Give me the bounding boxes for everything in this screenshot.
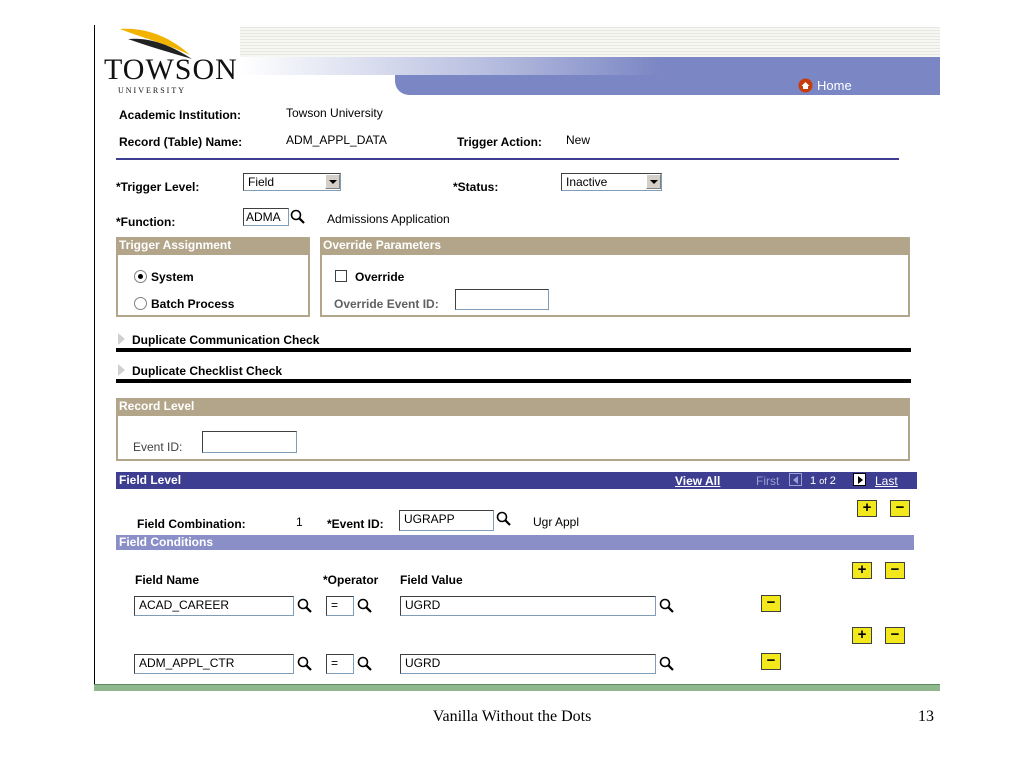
condition-1-delete-button[interactable]: − [761, 595, 781, 612]
function-input[interactable]: ADMA [243, 208, 289, 226]
field-event-lookup-icon[interactable] [495, 510, 513, 528]
university-logo [104, 25, 244, 97]
row-position-total: 2 [829, 475, 836, 487]
previous-row-icon [789, 473, 802, 486]
condition-1-field-lookup-icon[interactable] [296, 597, 314, 615]
previous-arrow-glyph [793, 476, 798, 484]
record-level-header: Record Level [116, 398, 910, 414]
duplicate-checklist-expand-icon[interactable] [118, 364, 125, 376]
conditions-add-button[interactable]: + [852, 562, 872, 579]
function-description: Admissions Application [327, 212, 450, 226]
override-event-label: Override Event ID: [334, 297, 439, 311]
row-position-of: of [819, 476, 827, 486]
condition-insert-delete-button[interactable]: − [885, 627, 905, 644]
conditions-delete-button[interactable]: − [885, 562, 905, 579]
column-field-value: Field Value [400, 573, 463, 587]
condition-1-field-input[interactable]: ACAD_CAREER [134, 596, 294, 616]
row-position [810, 475, 836, 487]
condition-2-operator-lookup-icon[interactable] [356, 655, 374, 673]
field-event-description: Ugr Appl [533, 515, 580, 529]
field-combination-label: Field Combination: [137, 517, 246, 531]
trigger-level-select[interactable]: Field [243, 173, 341, 191]
duplicate-communication-link[interactable]: Duplicate Communication Check [132, 333, 320, 347]
override-parameters-header: Override Parameters [320, 237, 910, 253]
override-event-input[interactable] [455, 289, 549, 310]
column-operator: *Operator [323, 573, 379, 587]
duplicate-checklist-link[interactable]: Duplicate Checklist Check [132, 364, 283, 378]
condition-1-operator-lookup-icon[interactable] [356, 597, 374, 615]
condition-1-value-lookup-icon[interactable] [658, 597, 676, 615]
condition-2-field-input[interactable]: ADM_APPL_CTR [134, 654, 294, 674]
duplicate-checklist-rule [116, 379, 911, 383]
header-stripes [240, 27, 940, 57]
condition-1-value-input[interactable]: UGRD [400, 596, 656, 616]
institution-label: Academic Institution: [119, 108, 242, 122]
duplicate-communication-expand-icon[interactable] [118, 333, 125, 345]
header-nav-bar [395, 75, 940, 95]
condition-2-value-input[interactable]: UGRD [400, 654, 656, 674]
radio-system[interactable] [134, 270, 147, 283]
header-divider [116, 158, 899, 160]
trigger-action-value: New [566, 133, 591, 147]
duplicate-communication-rule [116, 348, 911, 352]
home-link-label: Home [817, 78, 852, 93]
override-checkbox[interactable] [335, 270, 347, 282]
condition-insert-add-button[interactable]: + [852, 627, 872, 644]
trigger-level-dropdown-icon[interactable] [325, 174, 340, 189]
radio-system-dot [138, 274, 143, 279]
first-link: First [756, 474, 780, 488]
trigger-level-label: *Trigger Level: [116, 180, 200, 194]
field-conditions-header: Field Conditions [116, 535, 914, 550]
condition-2-value-lookup-icon[interactable] [658, 655, 676, 673]
field-level-title: Field Level [119, 473, 182, 487]
function-lookup-icon[interactable] [289, 208, 307, 226]
condition-2-field-lookup-icon[interactable] [296, 655, 314, 673]
logo-subtitle: UNIVERSITY [118, 86, 186, 95]
screenshot-bottom-bar [94, 684, 940, 691]
column-field-name: Field Name [135, 573, 200, 587]
status-select[interactable]: Inactive [561, 173, 662, 191]
last-link[interactable]: Last [875, 474, 898, 488]
status-dropdown-icon[interactable] [646, 174, 661, 189]
field-level-delete-button[interactable]: − [890, 500, 910, 517]
institution-value: Towson University [286, 106, 383, 120]
condition-2-delete-button[interactable]: − [761, 653, 781, 670]
radio-batch-label[interactable]: Batch Process [151, 297, 235, 311]
field-combination-value: 1 [296, 515, 303, 529]
header-fade [240, 57, 940, 75]
field-level-add-button[interactable]: + [857, 500, 877, 517]
record-event-input[interactable] [202, 431, 297, 453]
condition-2-operator-input[interactable]: = [326, 654, 354, 674]
record-table-label: Record (Table) Name: [119, 135, 243, 149]
radio-batch[interactable] [134, 297, 147, 310]
next-row-icon[interactable] [853, 473, 866, 486]
row-position-current: 1 [810, 475, 817, 487]
record-table-value: ADM_APPL_DATA [286, 133, 387, 147]
logo-wordmark: TOWSON [104, 53, 238, 86]
next-arrow-glyph [858, 476, 863, 484]
field-event-input[interactable]: UGRAPP [399, 510, 494, 531]
frame-left-border [94, 25, 95, 687]
record-event-label: Event ID: [133, 440, 183, 454]
override-checkbox-label[interactable]: Override [355, 270, 405, 284]
condition-1-operator-input[interactable]: = [326, 596, 354, 616]
slide-page-number: 13 [918, 708, 934, 725]
status-label: *Status: [453, 180, 499, 194]
home-icon [798, 78, 813, 93]
function-label: *Function: [116, 215, 176, 229]
slide-caption: Vanilla Without the Dots [432, 708, 592, 725]
trigger-assignment-header: Trigger Assignment [116, 237, 310, 253]
radio-system-label[interactable]: System [151, 270, 194, 284]
field-event-label: *Event ID: [327, 517, 384, 531]
view-all-link[interactable]: View All [675, 474, 721, 488]
trigger-action-label: Trigger Action: [457, 135, 542, 149]
